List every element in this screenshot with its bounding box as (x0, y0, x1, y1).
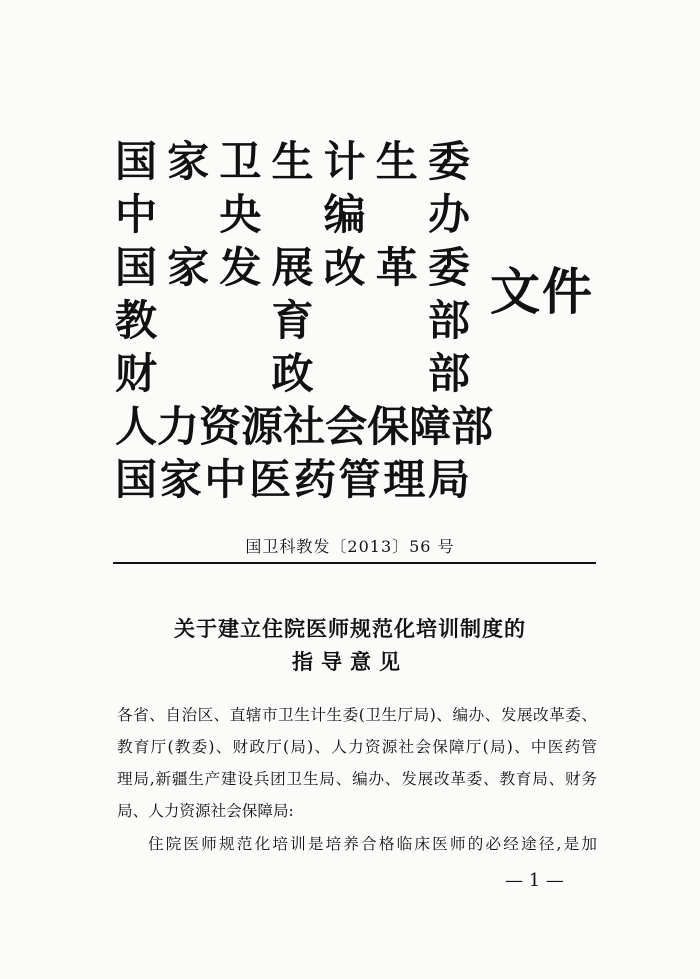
header-divider (113, 562, 596, 564)
text-line: 教育厅(教委)、财政厅(局)、人力资源社会保障厅(局)、中医药管 (117, 738, 597, 756)
issuer-char: 展 (271, 243, 314, 292)
issuer-char: 委 (427, 243, 470, 292)
issuer-char: 教 (115, 296, 158, 345)
issuer-line (115, 400, 494, 453)
issuer-char: 财 (115, 349, 158, 398)
issuer-char: 委 (427, 137, 470, 186)
issuer-char: 计 (323, 137, 366, 186)
issuer-char: 人 (115, 402, 158, 451)
issuer-char: 家 (167, 137, 210, 186)
issuer-char: 政 (271, 349, 314, 398)
issuer-char: 局 (427, 455, 470, 504)
text-line: 各省、自治区、直辖市卫生计生委(卫生厅局)、编办、发展改革委、 (117, 706, 597, 724)
issuer-char: 家 (167, 243, 210, 292)
issuer-char: 办 (427, 190, 470, 239)
issuer-char: 家 (159, 455, 202, 504)
recipients-paragraph (117, 699, 597, 827)
body-paragraph (117, 828, 597, 860)
issuer-char: 医 (249, 455, 292, 504)
issuer-char: 编 (323, 190, 366, 239)
issuer-char: 保 (367, 402, 410, 451)
text-line: 住院医师规范化培训是培养合格临床医师的必经途径,是加 (148, 835, 597, 853)
issuer-char: 障 (409, 402, 452, 451)
issuer-char: 社 (283, 402, 326, 451)
document-number: 国卫科教发〔2013〕56 号 (245, 537, 455, 556)
issuing-authorities (115, 135, 494, 506)
text-line: 局、人力资源社会保障局: (117, 802, 294, 820)
issuer-char: 国 (115, 243, 158, 292)
document-title: 关于建立住院医师规范化培训制度的 (174, 616, 526, 641)
issuer-char: 部 (451, 402, 494, 451)
text-line: 理局,新疆生产建设兵团卫生局、编办、发展改革委、教育局、财务 (117, 770, 597, 788)
issuer-char: 生 (375, 137, 418, 186)
document-type-label: 文件 (490, 262, 594, 321)
issuer-char: 药 (293, 455, 336, 504)
issuer-char: 育 (271, 296, 314, 345)
issuer-char: 中 (115, 190, 158, 239)
issuer-line (115, 294, 470, 347)
issuer-char: 国 (115, 137, 158, 186)
issuer-line (115, 347, 470, 400)
issuer-char: 改 (323, 243, 366, 292)
issuer-char: 部 (427, 296, 470, 345)
issuer-char: 生 (271, 137, 314, 186)
issuer-char: 央 (219, 190, 262, 239)
issuer-char: 源 (241, 402, 284, 451)
page-number: — 1 — (505, 870, 564, 891)
issuer-char: 会 (325, 402, 368, 451)
issuer-line (115, 188, 470, 241)
issuer-line (115, 135, 470, 188)
issuer-char: 卫 (219, 137, 262, 186)
issuer-char: 发 (219, 243, 262, 292)
issuer-char: 资 (199, 402, 242, 451)
issuer-char: 革 (375, 243, 418, 292)
issuer-line (115, 453, 470, 506)
issuer-char: 理 (383, 455, 426, 504)
issuer-line (115, 241, 470, 294)
document-subtitle: 指导意见 (292, 649, 408, 674)
issuer-char: 中 (204, 455, 247, 504)
issuer-char: 管 (338, 455, 381, 504)
issuer-char: 部 (427, 349, 470, 398)
issuer-char: 国 (115, 455, 158, 504)
issuer-char: 力 (157, 402, 200, 451)
